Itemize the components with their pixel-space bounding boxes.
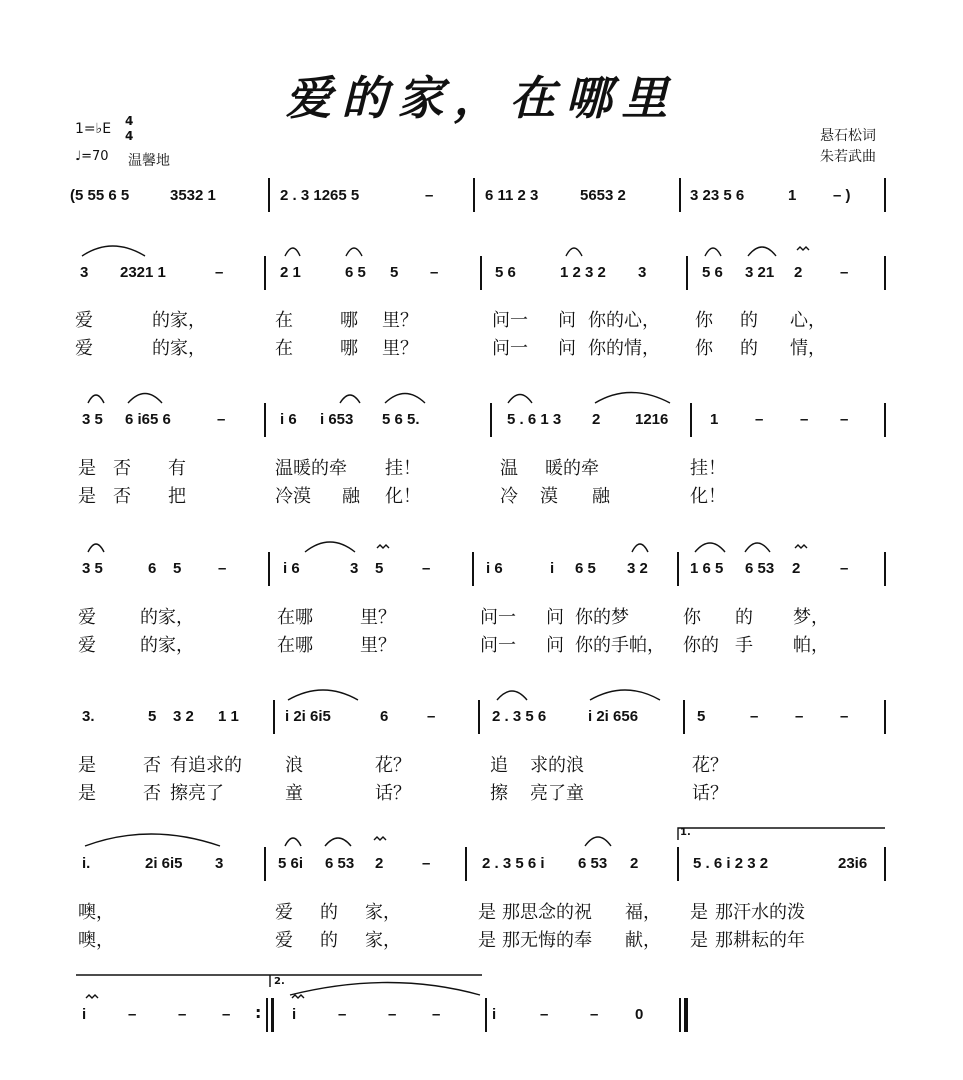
lyric: 亮了童 [530, 783, 584, 804]
barline [264, 256, 266, 290]
measure-notes: – [840, 411, 849, 428]
measure-notes: – [215, 264, 224, 281]
measure-notes: – [427, 708, 436, 725]
lyric: 的 [735, 607, 753, 628]
lyric: 的 [320, 930, 338, 951]
lyric: 是 [78, 755, 96, 776]
measure-notes: 6 11 2 3 [485, 187, 539, 204]
measure-notes: 3 5 [82, 560, 103, 577]
lyric: 问 [546, 607, 564, 628]
measure-notes: i 2i 656 [588, 708, 639, 725]
lyric: 是 [78, 783, 96, 804]
lyric: 情， [790, 338, 826, 359]
lyric: 否 [143, 783, 161, 804]
lyric: 的 [320, 902, 338, 923]
lyric: 爱 [75, 338, 93, 359]
notes-row [70, 855, 890, 885]
measure-notes: 2 1 [280, 264, 301, 281]
barline [679, 178, 681, 212]
final-barline-thick [684, 998, 688, 1032]
lyric: 融 [592, 486, 610, 507]
measure-notes: 6 53 [578, 855, 608, 872]
measure-notes: 6 i65 6 [125, 411, 171, 428]
measure-notes: 5 . 6 1 3 [507, 411, 562, 428]
lyric: 里？ [382, 310, 418, 331]
measure-notes: 5 [148, 708, 157, 725]
lyrics-verse-1 [70, 306, 890, 332]
notes-row [70, 708, 890, 738]
lyric: 家， [365, 902, 401, 923]
measure-notes: 2 . 3 5 6 i [482, 855, 545, 872]
lyric: 噢， [78, 902, 114, 923]
key-signature: 1=♭E [75, 121, 112, 137]
slur [346, 248, 362, 256]
lyric: 问一 [480, 635, 516, 656]
measure-notes: 5653 2 [580, 187, 626, 204]
lyric: 的家， [140, 635, 194, 656]
composer-credit: 朱若武曲 [820, 149, 876, 165]
barline [884, 178, 886, 212]
barline [273, 700, 275, 734]
measure-notes: 3 21 [745, 264, 775, 281]
lyric: 否 [113, 458, 131, 479]
measure-notes: – [388, 1006, 397, 1023]
measure-notes: 1 1 [218, 708, 239, 725]
lyrics-verse-2 [70, 334, 890, 360]
measure-notes: 23i6 [838, 855, 868, 872]
lyric: 是 [478, 930, 496, 951]
slur [290, 983, 480, 996]
lyric: 是 [78, 458, 96, 479]
measure-notes: 6 [380, 708, 389, 725]
barline [264, 847, 266, 881]
slur [585, 837, 611, 846]
lyric: 的家， [152, 310, 206, 331]
barline [884, 403, 886, 437]
lyric: 是 [478, 902, 496, 923]
measure-notes: 2 [375, 855, 384, 872]
measure-notes: – [840, 708, 849, 725]
song-title: 爱的家，在哪里 [285, 71, 678, 125]
lyric: 手 [735, 635, 753, 656]
barline [480, 256, 482, 290]
lyrics-verse-1 [70, 603, 890, 629]
lyric: 浪 [285, 755, 303, 776]
lyric: 追 [490, 755, 508, 776]
measure-notes: 5 6 [702, 264, 723, 281]
lyric: 在 [275, 338, 293, 359]
measure-notes: – [222, 1006, 231, 1023]
measure-notes: 2321 1 [120, 264, 166, 281]
lyric: 哪 [340, 310, 358, 331]
lyrics-verse-2 [70, 482, 890, 508]
lyric: 心， [790, 310, 826, 331]
measure-notes: – [128, 1006, 137, 1023]
measure-notes: i [292, 1006, 297, 1023]
slur [566, 248, 582, 256]
measure-notes: 2 . 3 1265 5 [280, 187, 360, 204]
lyric: 的家， [152, 338, 206, 359]
measure-notes: 6 [148, 560, 157, 577]
lyrics-verse-2 [70, 779, 890, 805]
slur [745, 543, 770, 552]
barline [465, 847, 467, 881]
barline [884, 256, 886, 290]
measure-notes: 3 2 [627, 560, 648, 577]
slur [288, 690, 358, 700]
measure-notes: 5 6 5. [382, 411, 420, 428]
lyric: 擦 [490, 783, 508, 804]
barline [473, 178, 475, 212]
repeat-dots: : [255, 1003, 262, 1022]
measure-notes: i 6 [280, 411, 297, 428]
lyric: 否 [143, 755, 161, 776]
volta-2-label: 2. [274, 976, 285, 987]
measure-notes: 2 [792, 560, 801, 577]
lyric: 童 [285, 783, 303, 804]
lyric: 你 [683, 607, 701, 628]
lyric: 把 [168, 486, 186, 507]
measure-notes: 2 [630, 855, 639, 872]
slur [595, 393, 670, 404]
slur [385, 394, 425, 404]
measure-notes: 5 [173, 560, 182, 577]
measure-notes: i [492, 1006, 497, 1023]
measure-notes: – [217, 411, 226, 428]
lyrics-verse-2 [70, 926, 890, 952]
measure-notes: 3532 1 [170, 187, 216, 204]
final-barline-thin [679, 998, 681, 1032]
lyric: 在哪 [277, 635, 313, 656]
slur [85, 834, 220, 846]
measure-notes: – [422, 855, 431, 872]
lyric: 献， [625, 930, 661, 951]
lyric: 化！ [690, 486, 726, 507]
measure-notes: 5 . 6 i 2 3 2 [693, 855, 769, 872]
lyric: 问一 [480, 607, 516, 628]
lyric: 那汗水的泼 [715, 902, 805, 923]
lyric: 是 [690, 902, 708, 923]
barline [683, 700, 685, 734]
slur [285, 838, 301, 846]
lyric: 爱 [78, 635, 96, 656]
measure-notes: – [840, 560, 849, 577]
lyric: 梦， [793, 607, 829, 628]
lyric: 那耕耘的年 [715, 930, 805, 951]
lyric: 化！ [385, 486, 421, 507]
expression-marking: 温馨地 [128, 153, 170, 169]
barline [478, 700, 480, 734]
measure-notes: – ) [833, 187, 851, 204]
lyric: 噢， [78, 930, 114, 951]
measure-notes: 0 [635, 1006, 644, 1023]
barline [490, 403, 492, 437]
lyric: 温 [500, 458, 518, 479]
lyric: 融 [342, 486, 360, 507]
lyric: 漠 [540, 486, 558, 507]
measure-notes: 5 6i [278, 855, 304, 872]
slur [82, 246, 145, 256]
measure-notes: 5 [375, 560, 384, 577]
measure-notes: – [430, 264, 439, 281]
slur [325, 838, 351, 846]
measure-notes: – [750, 708, 759, 725]
measure-notes: i 2i 6i5 [285, 708, 331, 725]
time-signature-bottom: 4 [125, 129, 134, 143]
measure-notes: 2 [592, 411, 601, 428]
lyric: 是 [690, 930, 708, 951]
lyric: 话？ [692, 783, 728, 804]
measure-notes: 1 [710, 411, 719, 428]
slur [748, 247, 776, 256]
measure-notes: i [82, 1006, 87, 1023]
measure-notes: 5 [697, 708, 706, 725]
lyric: 求的浪 [530, 755, 584, 776]
lyric: 问一 [492, 338, 528, 359]
measure-notes: 3 [350, 560, 359, 577]
lyric: 在 [275, 310, 293, 331]
slur [705, 248, 721, 256]
lyric: 问 [546, 635, 564, 656]
lyric: 是 [78, 486, 96, 507]
lyric: 挂！ [690, 458, 726, 479]
measure-notes: – [755, 411, 764, 428]
lyricist-credit: 悬石松词 [820, 128, 876, 144]
lyric: 问 [558, 310, 576, 331]
repeat-barline-thick [271, 998, 274, 1032]
lyric: 你的 [683, 635, 719, 656]
measure-notes: 3 [638, 264, 647, 281]
barline [268, 178, 270, 212]
lyric: 有 [168, 458, 186, 479]
slur [285, 248, 300, 256]
measure-notes: 6 53 [745, 560, 775, 577]
measure-notes: – [218, 560, 227, 577]
slur [497, 691, 527, 700]
barline [677, 552, 679, 586]
lyric: 你 [695, 310, 713, 331]
lyric: 你 [695, 338, 713, 359]
lyric: 的 [740, 310, 758, 331]
lyric: 那无悔的奉 [502, 930, 592, 951]
barline [884, 700, 886, 734]
measure-notes: 6 5 [575, 560, 596, 577]
lyric: 你的情， [588, 338, 660, 359]
measure-notes: 6 53 [325, 855, 355, 872]
slur [305, 542, 355, 552]
measure-notes: – [540, 1006, 549, 1023]
lyric: 你的心， [588, 310, 660, 331]
volta-1-label: 1. [680, 827, 691, 838]
lyric: 花？ [375, 755, 411, 776]
lyric: 里？ [382, 338, 418, 359]
measure-notes: 6 5 [345, 264, 366, 281]
slur [590, 690, 660, 700]
barline [268, 552, 270, 586]
barline [677, 847, 679, 881]
slur [128, 394, 162, 404]
measure-notes: 1 2 3 2 [560, 264, 606, 281]
measure-notes: 3. [82, 708, 95, 725]
mordent-icon [795, 545, 807, 548]
notes-row [70, 560, 890, 590]
lyric: 你的梦 [575, 607, 629, 628]
measure-notes: – [178, 1006, 187, 1023]
lyrics-verse-1 [70, 454, 890, 480]
barline [686, 256, 688, 290]
lyric: 擦亮了 [170, 783, 224, 804]
measure-notes: i 6 [486, 560, 503, 577]
measure-notes: 1 6 5 [690, 560, 724, 577]
measure-notes: i [550, 560, 555, 577]
measure-notes: 2i 6i5 [145, 855, 183, 872]
time-signature-top: 4 [125, 114, 134, 128]
repeat-barline [266, 998, 268, 1032]
measure-notes: 3 5 [82, 411, 103, 428]
lyric: 里？ [360, 607, 396, 628]
measure-notes: 3 [215, 855, 224, 872]
lyric: 有追求的 [170, 755, 242, 776]
lyric: 那思念的祝 [502, 902, 592, 923]
measure-notes: 1216 [635, 411, 669, 428]
measure-notes: 2 . 3 5 6 [492, 708, 547, 725]
slur [508, 395, 532, 404]
barline [472, 552, 474, 586]
lyric: 你的手帕， [575, 635, 665, 656]
lyric: 的家， [140, 607, 194, 628]
measure-notes: – [425, 187, 434, 204]
measure-notes: – [800, 411, 809, 428]
slur [632, 544, 648, 552]
lyric: 花？ [692, 755, 728, 776]
barline [690, 403, 692, 437]
lyrics-verse-1 [70, 751, 890, 777]
barline [884, 552, 886, 586]
lyric: 哪 [340, 338, 358, 359]
mordent-icon [374, 837, 386, 840]
measure-notes: – [422, 560, 431, 577]
notes-row [70, 187, 890, 217]
barline [884, 847, 886, 881]
measure-notes: – [432, 1006, 441, 1023]
lyric: 话？ [375, 783, 411, 804]
lyric: 的 [740, 338, 758, 359]
measure-notes: – [795, 708, 804, 725]
measure-notes: – [338, 1006, 347, 1023]
slur [695, 543, 725, 552]
notes-row [70, 1006, 890, 1036]
lyric: 爱 [275, 930, 293, 951]
lyric: 否 [113, 486, 131, 507]
lyric: 福， [625, 902, 661, 923]
barline [264, 403, 266, 437]
lyric: 家， [365, 930, 401, 951]
lyrics-verse-1 [70, 898, 890, 924]
lyric: 爱 [275, 902, 293, 923]
slur [88, 395, 104, 403]
lyric: 问 [558, 338, 576, 359]
lyric: 冷漠 [275, 486, 311, 507]
measure-notes: – [840, 264, 849, 281]
lyric: 挂！ [385, 458, 421, 479]
measure-notes: 5 6 [495, 264, 516, 281]
mordent-icon [86, 995, 98, 998]
lyric: 温暖的牵 [275, 458, 347, 479]
lyric: 爱 [75, 310, 93, 331]
lyric: 冷 [500, 486, 518, 507]
measure-notes: 2 [794, 264, 803, 281]
barline [485, 998, 487, 1032]
lyric: 里？ [360, 635, 396, 656]
lyric: 问一 [492, 310, 528, 331]
tempo-marking: ♩=70 [75, 149, 109, 164]
measure-notes: 3 23 5 6 [690, 187, 745, 204]
measure-notes: i 653 [320, 411, 354, 428]
mordent-icon [292, 995, 304, 998]
lyric: 在哪 [277, 607, 313, 628]
measure-notes: 1 [788, 187, 797, 204]
slur [88, 544, 104, 552]
measure-notes: i. [82, 855, 91, 872]
measure-notes: (5 55 6 5 [70, 187, 130, 204]
measure-notes: 3 2 [173, 708, 194, 725]
mordent-icon [377, 545, 389, 548]
volta-1-bracket [678, 828, 885, 840]
lyric: 帕， [793, 635, 829, 656]
lyric: 爱 [78, 607, 96, 628]
lyric: 暖的牵 [545, 458, 599, 479]
slur [340, 395, 360, 403]
lyrics-verse-2 [70, 631, 890, 657]
measure-notes: 3 [80, 264, 89, 281]
measure-notes: i 6 [283, 560, 300, 577]
mordent-icon [797, 247, 809, 250]
measure-notes: – [590, 1006, 599, 1023]
measure-notes: 5 [390, 264, 399, 281]
notes-row [70, 411, 890, 441]
